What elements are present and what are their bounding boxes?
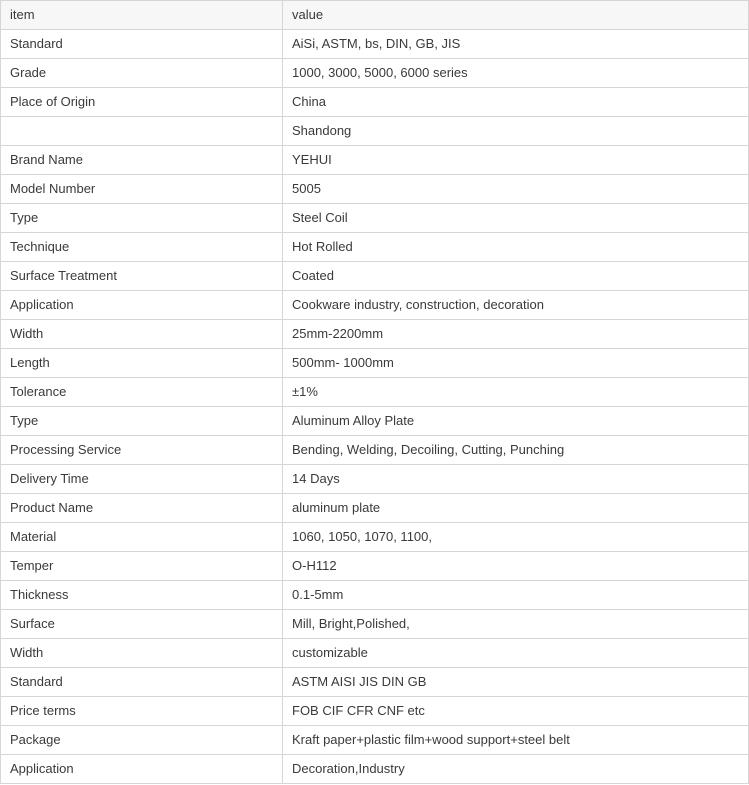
table-row (1, 291, 749, 320)
row-value-cell: Cookware industry, construction, decoration (283, 291, 749, 320)
row-value-cell: AiSi, ASTM, bs, DIN, GB, JIS (283, 30, 749, 59)
row-value-cell: China (283, 88, 749, 117)
table-row (1, 726, 749, 755)
table-row (1, 320, 749, 349)
row-value-cell: Kraft paper+plastic film+wood support+steel belt (283, 726, 749, 755)
row-item-cell: Standard (1, 30, 283, 59)
row-value-cell: Mill, Bright,Polished, (283, 610, 749, 639)
table-row (1, 639, 749, 668)
row-item-cell: Temper (1, 552, 283, 581)
row-item-cell (1, 117, 283, 146)
table-row (1, 697, 749, 726)
table-row (1, 494, 749, 523)
row-value-cell: Aluminum Alloy Plate (283, 407, 749, 436)
table-row (1, 117, 749, 146)
table-row (1, 233, 749, 262)
row-value-cell: Hot Rolled (283, 233, 749, 262)
table-row (1, 262, 749, 291)
table-row (1, 436, 749, 465)
row-item-cell: Type (1, 407, 283, 436)
row-value-cell: Shandong (283, 117, 749, 146)
row-item-cell: Application (1, 755, 283, 784)
row-item-cell: Width (1, 320, 283, 349)
specification-table-body (1, 1, 749, 784)
row-item-cell: Price terms (1, 697, 283, 726)
table-row (1, 668, 749, 697)
row-value-cell: ASTM AISI JIS DIN GB (283, 668, 749, 697)
table-row (1, 755, 749, 784)
row-item-cell: Application (1, 291, 283, 320)
row-item-cell: Length (1, 349, 283, 378)
table-row (1, 378, 749, 407)
column-header-item: item (1, 1, 283, 30)
row-item-cell: Material (1, 523, 283, 552)
row-value-cell: 1060, 1050, 1070, 1100, (283, 523, 749, 552)
table-row (1, 407, 749, 436)
row-value-cell: YEHUI (283, 146, 749, 175)
row-item-cell: Delivery Time (1, 465, 283, 494)
row-value-cell: customizable (283, 639, 749, 668)
row-value-cell: 14 Days (283, 465, 749, 494)
table-row (1, 175, 749, 204)
row-item-cell: Type (1, 204, 283, 233)
row-item-cell: Surface Treatment (1, 262, 283, 291)
table-row (1, 465, 749, 494)
row-item-cell: Grade (1, 59, 283, 88)
row-value-cell: Coated (283, 262, 749, 291)
table-row (1, 552, 749, 581)
table-row (1, 88, 749, 117)
row-item-cell: Model Number (1, 175, 283, 204)
row-item-cell: Standard (1, 668, 283, 697)
table-row (1, 30, 749, 59)
table-row (1, 523, 749, 552)
row-value-cell: 5005 (283, 175, 749, 204)
row-value-cell: Bending, Welding, Decoiling, Cutting, Punching (283, 436, 749, 465)
row-value-cell: ±1% (283, 378, 749, 407)
row-value-cell: Steel Coil (283, 204, 749, 233)
table-row (1, 146, 749, 175)
row-item-cell: Brand Name (1, 146, 283, 175)
row-value-cell: aluminum plate (283, 494, 749, 523)
row-item-cell: Surface (1, 610, 283, 639)
row-item-cell: Width (1, 639, 283, 668)
table-header-row (1, 1, 749, 30)
table-row (1, 59, 749, 88)
column-header-value: value (283, 1, 749, 30)
table-row (1, 581, 749, 610)
table-row (1, 349, 749, 378)
row-item-cell: Technique (1, 233, 283, 262)
row-value-cell: 25mm-2200mm (283, 320, 749, 349)
row-value-cell: O-H112 (283, 552, 749, 581)
row-value-cell: FOB CIF CFR CNF etc (283, 697, 749, 726)
row-value-cell: 0.1-5mm (283, 581, 749, 610)
row-value-cell: Decoration,Industry (283, 755, 749, 784)
row-item-cell: Thickness (1, 581, 283, 610)
row-item-cell: Product Name (1, 494, 283, 523)
row-item-cell: Processing Service (1, 436, 283, 465)
table-row (1, 204, 749, 233)
row-value-cell: 1000, 3000, 5000, 6000 series (283, 59, 749, 88)
row-item-cell: Package (1, 726, 283, 755)
row-item-cell: Tolerance (1, 378, 283, 407)
row-item-cell: Place of Origin (1, 88, 283, 117)
table-row (1, 610, 749, 639)
row-value-cell: 500mm- 1000mm (283, 349, 749, 378)
